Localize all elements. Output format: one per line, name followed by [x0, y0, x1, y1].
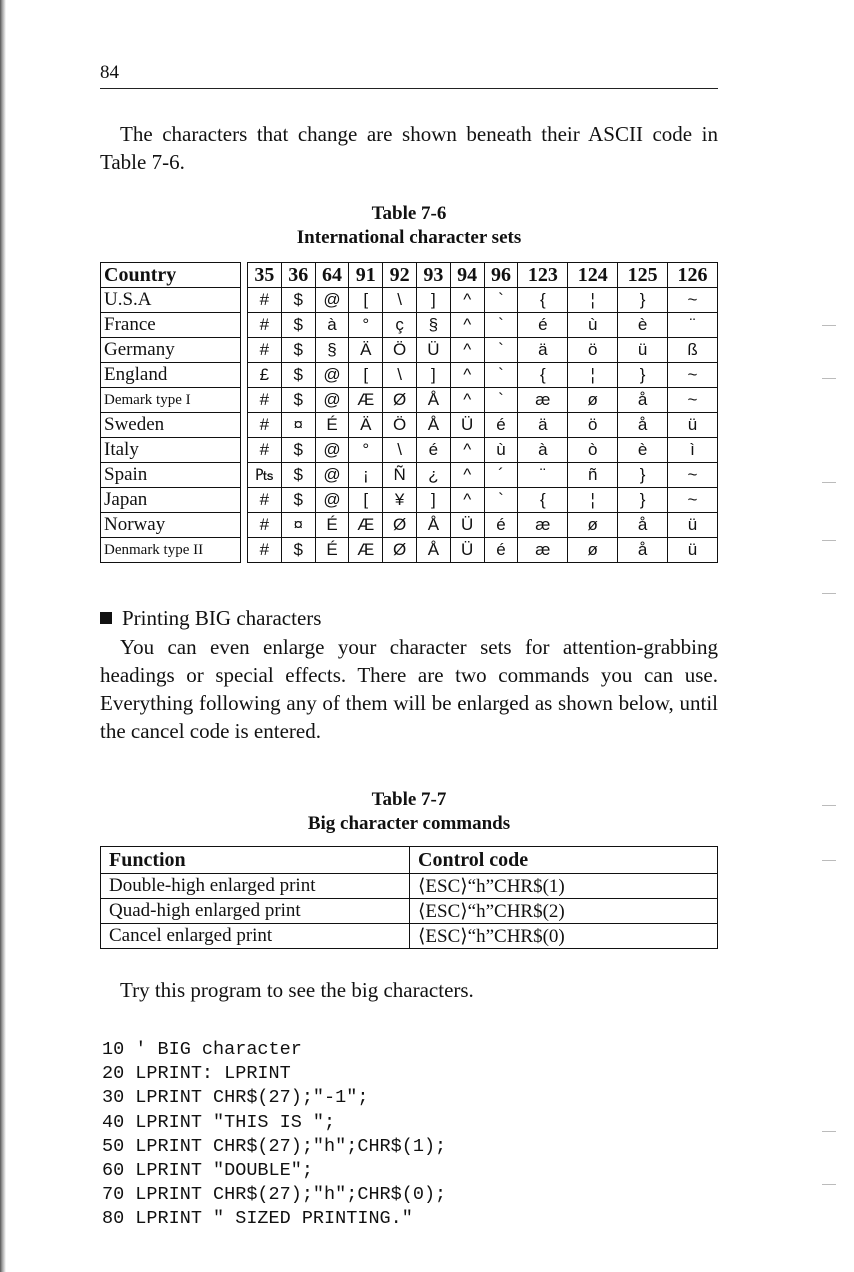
- character-cell: @: [315, 288, 349, 313]
- character-cell: ü: [668, 413, 718, 438]
- table-row: [101, 513, 718, 538]
- try-program-text: Try this program to see the big characters.: [120, 978, 474, 1002]
- character-cell: ä: [518, 338, 568, 363]
- character-cell: `: [484, 288, 518, 313]
- character-cell: Ø: [383, 513, 417, 538]
- character-cell: Å: [416, 388, 450, 413]
- column-header-code: 125: [618, 263, 668, 288]
- table-row: [101, 363, 718, 388]
- function-cell: Quad-high enlarged print: [101, 899, 410, 924]
- control-code-cell: ⟨ESC⟩“h”CHR$(1): [410, 874, 718, 899]
- column-header-code: 36: [281, 263, 315, 288]
- column-header-control-code: Control code: [410, 847, 718, 874]
- character-cell: Ø: [383, 538, 417, 563]
- margin-mark: [822, 540, 836, 541]
- column-header-code: 123: [518, 263, 568, 288]
- code-line: 50 LPRINT CHR$(27);"h";CHR$(1);: [102, 1135, 447, 1157]
- column-gap: [241, 488, 248, 513]
- country-cell: Denmark type II: [101, 538, 241, 563]
- table-7-7-caption: [100, 788, 718, 836]
- character-cell: Ä: [349, 338, 383, 363]
- character-cell: ü: [668, 538, 718, 563]
- character-cell: [: [349, 488, 383, 513]
- character-cell: ~: [668, 363, 718, 388]
- character-cell: ^: [450, 488, 484, 513]
- character-cell: à: [518, 438, 568, 463]
- column-header-code: 124: [568, 263, 618, 288]
- character-cell: `: [484, 488, 518, 513]
- column-gap: [241, 438, 248, 463]
- page-number: 84: [100, 62, 119, 83]
- character-cell: ^: [450, 288, 484, 313]
- character-cell: {: [518, 488, 568, 513]
- character-cell: ~: [668, 463, 718, 488]
- column-header-code: 93: [416, 263, 450, 288]
- character-cell: ¨: [668, 313, 718, 338]
- table-row: [101, 538, 718, 563]
- table-7-7-title: Table 7-7: [371, 789, 447, 810]
- table-row: [101, 463, 718, 488]
- character-cell: ^: [450, 438, 484, 463]
- character-cell: ¦: [568, 488, 618, 513]
- character-cell: ~: [668, 288, 718, 313]
- character-cell: ^: [450, 363, 484, 388]
- column-header-function: Function: [101, 847, 410, 874]
- column-gap: [241, 288, 248, 313]
- character-cell: Ñ: [383, 463, 417, 488]
- character-cell: Ä: [349, 413, 383, 438]
- character-cell: å: [618, 538, 668, 563]
- header-rule: [100, 88, 718, 89]
- character-cell: ^: [450, 388, 484, 413]
- character-cell: Æ: [349, 388, 383, 413]
- character-cell: Ö: [383, 413, 417, 438]
- character-cell: $: [281, 488, 315, 513]
- character-cell: Ø: [383, 388, 417, 413]
- character-cell: é: [416, 438, 450, 463]
- column-gap: [241, 313, 248, 338]
- character-cell: é: [518, 313, 568, 338]
- character-cell: @: [315, 438, 349, 463]
- character-cell: ]: [416, 488, 450, 513]
- character-cell: #: [248, 338, 282, 363]
- character-cell: \: [383, 288, 417, 313]
- character-cell: è: [618, 438, 668, 463]
- character-cell: #: [248, 288, 282, 313]
- code-line: 60 LPRINT "DOUBLE";: [102, 1160, 313, 1182]
- character-cell: Å: [416, 513, 450, 538]
- character-cell: Ü: [416, 338, 450, 363]
- character-cell: @: [315, 363, 349, 388]
- column-gap: [241, 463, 248, 488]
- margin-mark: [822, 1131, 836, 1132]
- margin-mark: [822, 378, 836, 379]
- character-cell: #: [248, 313, 282, 338]
- character-cell: £: [248, 363, 282, 388]
- character-cell: ù: [568, 313, 618, 338]
- column-header-code: 91: [349, 263, 383, 288]
- character-cell: ø: [568, 538, 618, 563]
- character-cell: ì: [668, 438, 718, 463]
- table-row: [101, 338, 718, 363]
- country-cell: Germany: [101, 338, 241, 363]
- section-heading-text: Printing BIG characters: [122, 606, 322, 630]
- character-cell: }: [618, 463, 668, 488]
- code-line: 30 LPRINT CHR$(27);"-1";: [102, 1087, 369, 1109]
- character-cell: §: [315, 338, 349, 363]
- character-cell: É: [315, 413, 349, 438]
- table-row: [101, 413, 718, 438]
- margin-mark: [822, 325, 836, 326]
- country-cell: U.S.A: [101, 288, 241, 313]
- character-cell: $: [281, 438, 315, 463]
- character-cell: `: [484, 338, 518, 363]
- character-cell: {: [518, 363, 568, 388]
- code-line: 70 LPRINT CHR$(27);"h";CHR$(0);: [102, 1184, 447, 1206]
- table-7-7-subtitle: Big character commands: [307, 813, 511, 834]
- character-cell: ~: [668, 388, 718, 413]
- character-cell: $: [281, 538, 315, 563]
- code-line: 10 ' BIG character: [102, 1039, 302, 1060]
- character-cell: è: [618, 313, 668, 338]
- character-cell: ¤: [281, 413, 315, 438]
- character-cell: é: [484, 538, 518, 563]
- function-cell: Double-high enlarged print: [101, 874, 410, 899]
- character-cell: @: [315, 488, 349, 513]
- column-header-code: 94: [450, 263, 484, 288]
- column-gap: [241, 338, 248, 363]
- section-heading: [100, 606, 321, 631]
- character-cell: }: [618, 288, 668, 313]
- character-cell: \: [383, 363, 417, 388]
- character-cell: `: [484, 388, 518, 413]
- margin-mark: [822, 482, 836, 483]
- table-row: [101, 288, 718, 313]
- column-header-code: 64: [315, 263, 349, 288]
- character-cell: å: [618, 388, 668, 413]
- table-row: [101, 924, 718, 949]
- character-cell: ¥: [383, 488, 417, 513]
- basic-program-listing: [102, 1038, 446, 1232]
- character-cell: å: [618, 513, 668, 538]
- table-row: [101, 388, 718, 413]
- control-code-cell: ⟨ESC⟩“h”CHR$(2): [410, 899, 718, 924]
- character-cell: Å: [416, 413, 450, 438]
- character-cell: æ: [518, 538, 568, 563]
- column-gap: [241, 363, 248, 388]
- big-character-commands-table: [100, 846, 718, 949]
- character-cell: $: [281, 463, 315, 488]
- character-cell: é: [484, 413, 518, 438]
- character-cell: é: [484, 513, 518, 538]
- character-cell: #: [248, 388, 282, 413]
- character-cell: æ: [518, 388, 568, 413]
- table-row: [101, 874, 718, 899]
- column-gap: [241, 388, 248, 413]
- column-header-code: 96: [484, 263, 518, 288]
- character-cell: É: [315, 538, 349, 563]
- character-cell: #: [248, 488, 282, 513]
- column-header-country: Country: [101, 263, 241, 288]
- table-row: [101, 899, 718, 924]
- character-cell: Æ: [349, 538, 383, 563]
- country-cell: Norway: [101, 513, 241, 538]
- character-cell: Ü: [450, 513, 484, 538]
- international-character-table: [100, 262, 718, 563]
- column-header-code: 35: [248, 263, 282, 288]
- character-cell: ¨: [518, 463, 568, 488]
- country-cell: France: [101, 313, 241, 338]
- table-header-row: [101, 263, 718, 288]
- character-cell: ^: [450, 313, 484, 338]
- character-cell: ¤: [281, 513, 315, 538]
- character-cell: #: [248, 438, 282, 463]
- character-cell: ]: [416, 363, 450, 388]
- character-cell: $: [281, 338, 315, 363]
- character-cell: ä: [518, 413, 568, 438]
- margin-mark: [822, 593, 836, 594]
- intro-paragraph: The characters that change are shown beneath their ASCII code in Table 7-6.: [100, 122, 718, 174]
- country-cell: Japan: [101, 488, 241, 513]
- character-cell: Ü: [450, 538, 484, 563]
- character-cell: ù: [484, 438, 518, 463]
- column-gap: [241, 413, 248, 438]
- character-cell: }: [618, 488, 668, 513]
- country-cell: Italy: [101, 438, 241, 463]
- character-cell: #: [248, 513, 282, 538]
- character-cell: ^: [450, 463, 484, 488]
- column-gap: [241, 538, 248, 563]
- country-cell: England: [101, 363, 241, 388]
- character-cell: ~: [668, 488, 718, 513]
- character-cell: `: [484, 313, 518, 338]
- character-cell: ò: [568, 438, 618, 463]
- character-cell: å: [618, 413, 668, 438]
- character-cell: ¦: [568, 363, 618, 388]
- table-7-6-caption: [100, 202, 718, 250]
- character-cell: ö: [568, 338, 618, 363]
- table-row: [101, 488, 718, 513]
- character-cell: $: [281, 388, 315, 413]
- country-cell: Demark type I: [101, 388, 241, 413]
- character-cell: ]: [416, 288, 450, 313]
- column-gap: [241, 263, 248, 288]
- character-cell: }: [618, 363, 668, 388]
- character-cell: $: [281, 363, 315, 388]
- character-cell: Ü: [450, 413, 484, 438]
- character-cell: ¡: [349, 463, 383, 488]
- big-characters-paragraph: You can even enlarge your character sets for attention-grabbing headings or special effects. There are two commands you can use. Everything following any of them will be enlarged as shown below, until the cancel code is entered.: [100, 635, 718, 743]
- character-cell: ñ: [568, 463, 618, 488]
- table-row: [101, 313, 718, 338]
- character-cell: ü: [618, 338, 668, 363]
- character-cell: $: [281, 288, 315, 313]
- table-7-6-subtitle: International character sets: [296, 227, 522, 248]
- column-gap: [241, 513, 248, 538]
- code-line: 80 LPRINT " SIZED PRINTING.": [102, 1208, 413, 1230]
- character-cell: æ: [518, 513, 568, 538]
- country-cell: Spain: [101, 463, 241, 488]
- country-cell: Sweden: [101, 413, 241, 438]
- character-cell: É: [315, 513, 349, 538]
- margin-mark: [822, 860, 836, 861]
- character-cell: ø: [568, 388, 618, 413]
- character-cell: @: [315, 388, 349, 413]
- character-cell: @: [315, 463, 349, 488]
- function-cell: Cancel enlarged print: [101, 924, 410, 949]
- character-cell: #: [248, 413, 282, 438]
- bullet-square-icon: [100, 612, 112, 624]
- column-header-code: 126: [668, 263, 718, 288]
- character-cell: $: [281, 313, 315, 338]
- character-cell: [: [349, 363, 383, 388]
- character-cell: ü: [668, 513, 718, 538]
- character-cell: ß: [668, 338, 718, 363]
- margin-mark: [822, 805, 836, 806]
- character-cell: à: [315, 313, 349, 338]
- table-header-row: [101, 847, 718, 874]
- column-header-code: 92: [383, 263, 417, 288]
- character-cell: #: [248, 538, 282, 563]
- character-cell: ¦: [568, 288, 618, 313]
- character-cell: Å: [416, 538, 450, 563]
- character-cell: °: [349, 438, 383, 463]
- character-cell: \: [383, 438, 417, 463]
- character-cell: Ö: [383, 338, 417, 363]
- table-row: [101, 438, 718, 463]
- character-cell: `: [484, 363, 518, 388]
- character-cell: {: [518, 288, 568, 313]
- character-cell: ^: [450, 338, 484, 363]
- character-cell: §: [416, 313, 450, 338]
- character-cell: [: [349, 288, 383, 313]
- margin-mark: [822, 1184, 836, 1185]
- character-cell: ´: [484, 463, 518, 488]
- code-line: 40 LPRINT "THIS IS ";: [102, 1111, 336, 1133]
- control-code-cell: ⟨ESC⟩“h”CHR$(0): [410, 924, 718, 949]
- character-cell: ö: [568, 413, 618, 438]
- character-cell: ø: [568, 513, 618, 538]
- character-cell: ₧: [248, 463, 282, 488]
- page-binding-edge: [0, 0, 6, 1272]
- table-7-6-title: Table 7-6: [371, 203, 447, 224]
- character-cell: ¿: [416, 463, 450, 488]
- character-cell: °: [349, 313, 383, 338]
- character-cell: ç: [383, 313, 417, 338]
- character-cell: Æ: [349, 513, 383, 538]
- code-line: 20 LPRINT: LPRINT: [102, 1063, 291, 1085]
